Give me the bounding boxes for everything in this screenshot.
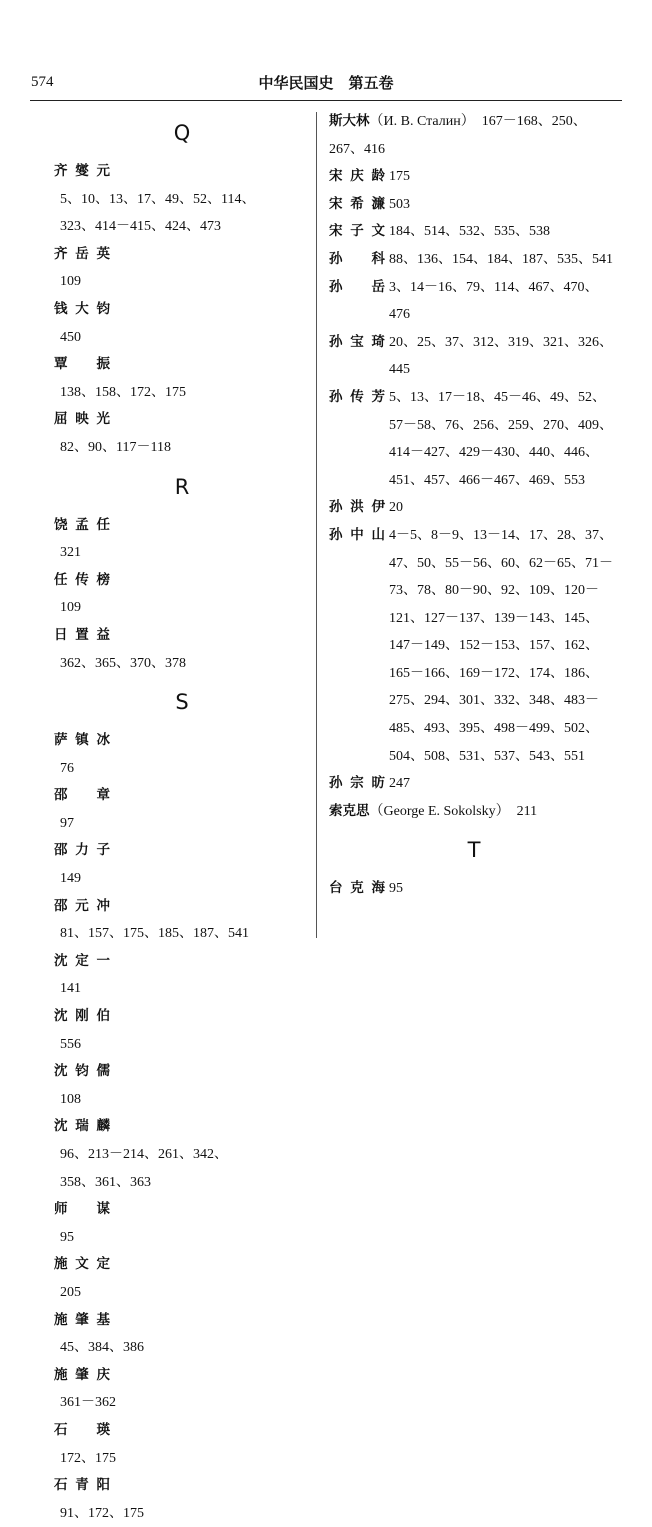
entry-pages: 81、157、175、185、187、541: [60, 926, 249, 942]
index-entry: [54, 1058, 310, 1113]
entry-pages: 175: [389, 169, 410, 185]
entry-pages: 108: [60, 1091, 81, 1107]
entry-name: 钱大钧: [54, 300, 110, 317]
entry-name: 宋子文: [329, 223, 385, 240]
entry-name: 施肇庆: [54, 1366, 110, 1383]
section-letter: S: [175, 690, 189, 715]
entry-pages: （И. В. Сталин） 167－168、250、267、416: [329, 114, 587, 157]
section-letter: R: [174, 474, 190, 499]
entry-pages: 362、365、370、378: [60, 655, 186, 671]
index-entry: [54, 948, 310, 1003]
index-entry: [329, 274, 619, 329]
entry-pages: （George E. Sokolsky） 211: [369, 803, 538, 819]
entry-name: 齐燮元: [54, 163, 110, 179]
entry-pages: 247: [389, 776, 410, 792]
entry-pages: 96、213－214、261、342、358、361、363: [60, 1147, 228, 1190]
entry-name: 台克海: [329, 880, 385, 897]
entry-name: 施文定: [54, 1256, 110, 1273]
index-entry: [329, 798, 619, 826]
index-entry: [329, 246, 619, 274]
index-entry: [329, 163, 619, 191]
entry-pages: 450: [60, 329, 81, 345]
entry-name: 斯大林: [329, 113, 370, 129]
entry-pages: 184、514、532、535、538: [389, 224, 550, 240]
section-letter: T: [467, 838, 481, 863]
entry-pages: 95: [60, 1229, 74, 1245]
index-entry: [54, 296, 310, 351]
entry-name: 饶孟任: [54, 516, 110, 533]
index-entry: [329, 770, 619, 798]
entry-name: 宋希濂: [329, 195, 385, 212]
entry-pages: 109: [60, 600, 81, 616]
index-entry: [54, 1307, 310, 1362]
entry-name: 任传榜: [54, 571, 110, 588]
entry-pages: 109: [60, 274, 81, 290]
index-entry: [329, 191, 619, 219]
index-entry: [54, 512, 310, 567]
entry-name: 索克思: [329, 802, 370, 819]
index-entry: [54, 1196, 310, 1251]
index-entry: [54, 158, 310, 241]
index-entry: [54, 406, 310, 461]
index-entry: [54, 727, 310, 782]
header-rule: [30, 100, 622, 101]
entry-name: 孙传芳: [329, 388, 385, 405]
running-head: 中华民国史 第五卷: [258, 74, 394, 92]
index-entry: [54, 1362, 310, 1417]
entry-name: 师谋: [54, 1201, 110, 1218]
entry-name: 孙中山: [329, 526, 385, 543]
entry-name: 萨镇冰: [54, 732, 110, 749]
index-entry: [329, 875, 619, 903]
entry-pages: 3、14－16、79、114、467、470、476: [389, 279, 599, 323]
page-number: 574: [31, 74, 54, 90]
entry-name: 孙宝琦: [329, 333, 385, 350]
entry-name: 日置益: [54, 626, 110, 643]
index-entry: [54, 1251, 310, 1306]
entry-pages: 503: [389, 196, 410, 212]
entry-pages: 149: [60, 871, 81, 887]
entry-name: 施肇基: [54, 1311, 110, 1328]
entry-name: 孙岳: [329, 278, 385, 295]
entry-pages: 361－362: [60, 1395, 116, 1411]
entry-name: 孙洪伊: [329, 499, 385, 516]
index-entry: [54, 1472, 310, 1527]
index-entry: [54, 837, 310, 892]
column-divider: [316, 112, 317, 938]
entry-name: 邵章: [54, 787, 110, 804]
entry-name: 宋庆龄: [329, 168, 385, 185]
index-entry: [329, 384, 619, 494]
index-entry: [54, 1113, 310, 1196]
entry-pages: 20: [389, 500, 403, 516]
entry-name: 沈刚伯: [54, 1008, 110, 1025]
entry-pages: 556: [60, 1036, 81, 1052]
entry-pages: 20、25、37、312、319、321、326、445: [389, 334, 613, 378]
entry-name: 石青阳: [54, 1477, 110, 1494]
entry-name: 沈瑞麟: [54, 1118, 110, 1135]
entry-name: 沈钧儒: [54, 1063, 110, 1080]
index-entry: [329, 108, 619, 163]
section-letter: Q: [173, 121, 191, 145]
entry-pages: 141: [60, 981, 81, 997]
index-entry: [329, 522, 619, 770]
entry-pages: 138、158、172、175: [60, 384, 186, 400]
index-entry: [54, 241, 310, 296]
entry-name: 齐岳英: [54, 245, 110, 262]
entry-pages: 76: [60, 760, 74, 776]
entry-name: 孙科: [329, 250, 385, 267]
entry-pages: 91、172、175: [60, 1505, 144, 1521]
index-entry: [329, 218, 619, 246]
entry-pages: 5、13、17－18、45－46、49、52、57－58、76、256、259、270、409、414－427、429－430、440、446、451、457、466－467、469、553: [389, 389, 613, 488]
entry-pages: 45、384、386: [60, 1340, 144, 1356]
entry-pages: 321: [60, 545, 81, 561]
index-entry: [54, 1417, 310, 1472]
index-entry: [54, 893, 310, 948]
entry-name: 覃振: [54, 356, 110, 373]
entry-pages: 95: [389, 881, 403, 897]
index-entry: [329, 329, 619, 384]
entry-pages: 5、10、13、17、49、52、114、323、414－415、424、473: [60, 191, 256, 235]
index-entry: [54, 351, 310, 406]
entry-pages: 205: [60, 1284, 81, 1300]
index-entry: [54, 567, 310, 622]
entry-pages: 172、175: [60, 1450, 116, 1466]
index-entry: [54, 1003, 310, 1058]
index-column-left: [54, 108, 310, 1527]
entry-name: 屈映光: [54, 411, 110, 428]
entry-name: 沈定一: [54, 952, 110, 969]
entry-pages: 88、136、154、184、187、535、541: [389, 251, 613, 267]
entry-name: 邵力子: [54, 842, 110, 859]
index-entry: [54, 622, 310, 677]
entry-pages: 97: [60, 815, 74, 831]
index-entry: [54, 782, 310, 837]
index-entry: [329, 494, 619, 522]
entry-name: 石瑛: [54, 1421, 110, 1438]
entry-pages: 82、90、117－118: [60, 439, 171, 455]
entry-pages: 4－5、8－9、13－14、17、28、37、47、50、55－56、60、62－65、71－73、78、80－90、92、109、120－121、127－137、139－143、145、147－149、152－153、157、162、165－166、169－172、174、186、275、294、301、332、348、483－485、493、395、498－499、502、504、508、531、537、543、551: [389, 527, 613, 764]
entry-name: 邵元冲: [54, 897, 110, 914]
index-column-right: [329, 108, 619, 903]
entry-name: 孙宗昉: [329, 775, 385, 792]
